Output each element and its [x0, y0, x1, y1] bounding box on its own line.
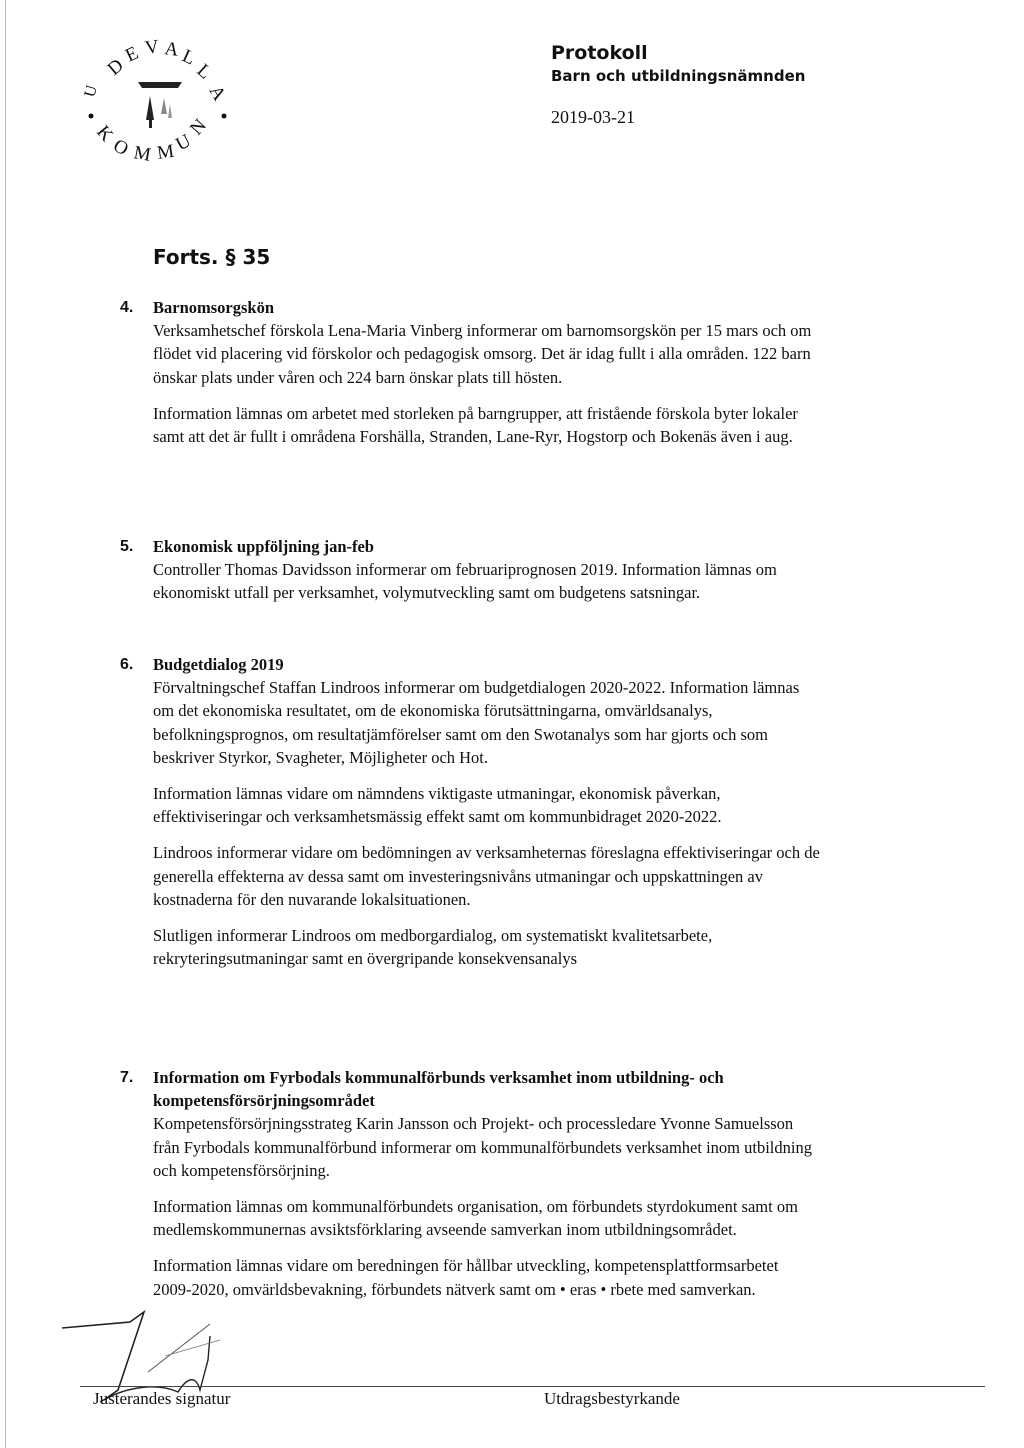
item-paragraph: Verksamhetschef förskola Lena-Maria Vinberg informerar om barnomsorgskön per 15 mars och om flödet vid placering vid förskolor och pedagogisk omsorg. Det är idag fullt i alla områden. 122 barn önskar plats under våren och 224 barn önskar plats till hösten.	[153, 321, 812, 387]
item-paragraph: Controller Thomas Davidsson informerar om februariprognosen 2019. Information lämnas om ekonomiskt utfall per verksamhet, volymutveckling samt om budgetens satsningar.	[153, 560, 777, 603]
continuation-heading: Forts. § 35	[153, 245, 271, 269]
item-paragraph: Lindroos informerar vidare om bedömningen av verksamheternas föreslagna effektiviseringar och de generella effekterna av dessa samt om investeringsnivåns utmaningar och uppskattningen av kostnaderna för den nuvarande lokalsituationen.	[153, 843, 820, 909]
item-paragraph: Kompetensförsörjningsstrateg Karin Jansson och Projekt- och processledare Yvonne Samuelsson från Fyrbodals kommunalförbund informerar om kommunalförbundets verksamhet inom utbildning och kompetensförsörjning.	[153, 1114, 812, 1180]
logo-letter: A	[204, 82, 230, 105]
item-paragraph: Information lämnas vidare om beredningen för hållbar utveckling, kompetensplattformsarbetet 2009-2020, omvärldsbevakning, förbundets nätverk samt om • eras • rbete med samverkan.	[153, 1256, 779, 1299]
logo-letter: D	[103, 54, 128, 80]
logo-letter: O	[109, 135, 132, 161]
item-paragraph: Information lämnas om kommunalförbundets organisation, om förbundets styrdokument samt om medlemskommunernas avsiktsförklaring avseende samverkan inom utbildningsområdet.	[153, 1197, 798, 1240]
item-number: 5.	[120, 538, 134, 555]
committee-name: Barn och utbildningsnämnden	[551, 67, 806, 85]
item-number: 6.	[120, 656, 134, 673]
item-paragraph: Förvaltningschef Staffan Lindroos informerar om budgetdialogen 2020-2022. Information lämnas om det ekonomiska resultatet, om de ekonomiska förutsättningarna, omvärldsanalys, befolkningsprognos, om resultatjämförelser samt om den Swotanalys som har gjorts och som beskriver Styrkor, Svagheter, Möjligheter och Hot.	[153, 678, 800, 767]
logo-letter: K	[92, 121, 118, 146]
document-title: Protokoll	[551, 42, 648, 64]
document-header	[551, 42, 805, 86]
logo-letter: L	[178, 45, 199, 70]
signature-line	[80, 1386, 985, 1387]
svg-text:U: U	[81, 83, 101, 100]
item-heading: Budgetdialog 2019	[153, 655, 284, 674]
logo-letter: A	[163, 38, 180, 61]
logo-letter: E	[122, 42, 142, 67]
agenda-item-6	[120, 653, 820, 970]
item-heading: Ekonomisk uppföljning jan-feb	[153, 537, 374, 556]
item-paragraph: Information lämnas vidare om nämndens viktigaste utmaningar, ekonomisk påverkan, effektiviseringar och verksamhetsmässig effekt samt om kommunbidraget 2020-2022.	[153, 784, 722, 827]
logo-letter: U	[172, 130, 195, 156]
page-edge-rule	[5, 0, 6, 1448]
logo-letter: M	[155, 140, 176, 164]
agenda-item-4	[120, 296, 820, 448]
item-heading: Information om Fyrbodals kommunalförbunds verksamhet inom utbildning- och kompetensförsörjningsområdet	[153, 1068, 724, 1111]
logo-letter: M	[132, 142, 153, 166]
logo-letter: V	[143, 36, 161, 59]
item-paragraph: Information lämnas om arbetet med storleken på barngrupper, att fristående förskola byter lokaler samt att det är fullt i områdena Forshälla, Stranden, Lane-Ryr, Hogstorp och Bokenäs även i aug.	[153, 403, 798, 447]
item-heading: Barnomsorgskön	[153, 298, 275, 317]
extract-certification-label: Utdragsbestyrkande	[544, 1389, 680, 1408]
agenda-item-7	[120, 1066, 820, 1301]
item-number: 7.	[120, 1069, 134, 1086]
logo-letter: N	[186, 115, 211, 140]
meeting-date: 2019-03-21	[551, 107, 635, 127]
adjuster-signature-label: Justerandes signatur	[93, 1389, 231, 1408]
municipality-logo	[72, 32, 242, 172]
item-paragraph: Slutligen informerar Lindroos om medborgardialog, om systematiskt kvalitetsarbete, rekryteringsutmaningar samt en övergripande konsekvensanalys	[153, 926, 713, 969]
agenda-item-5	[120, 535, 820, 605]
item-number: 4.	[120, 299, 134, 316]
logo-letter: L	[192, 60, 216, 84]
